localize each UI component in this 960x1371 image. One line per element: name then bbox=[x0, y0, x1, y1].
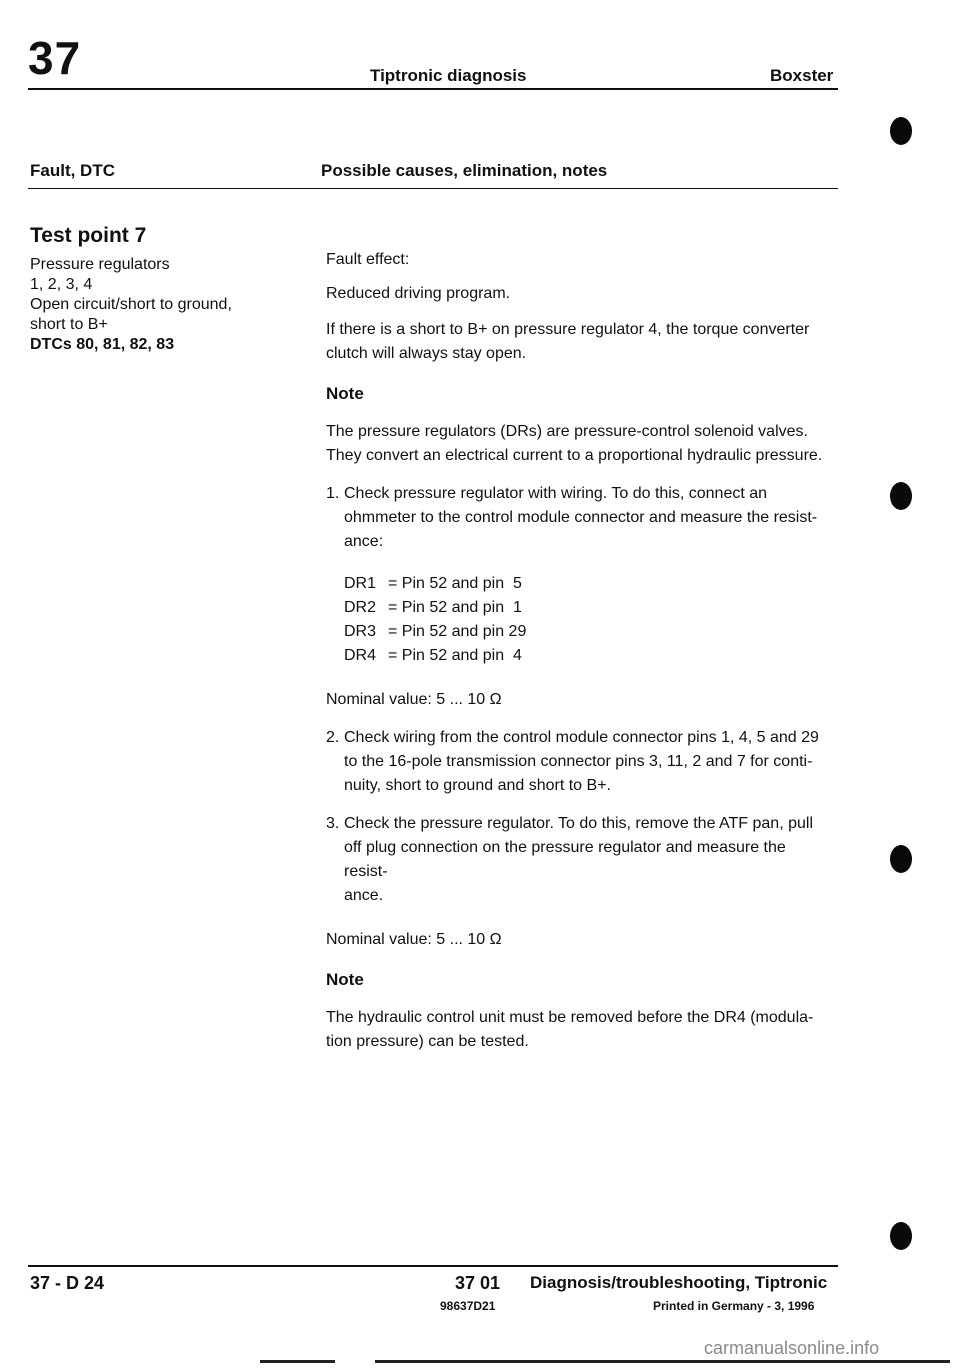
pin-row bbox=[344, 572, 826, 596]
step-1 bbox=[326, 482, 826, 554]
short-note-line: If there is a short to B+ on pressure regulator 4, the torque converter bbox=[326, 321, 810, 338]
step-2 bbox=[326, 726, 826, 798]
fault-effect-label: Fault effect: bbox=[326, 251, 410, 268]
step-text-line: ance. bbox=[344, 887, 384, 904]
pin-label: DR4 bbox=[344, 647, 377, 664]
nominal-value: Nominal value: 5 ... 10 Ω bbox=[326, 691, 502, 708]
page-title: Tiptronic diagnosis bbox=[370, 66, 527, 85]
step-text-line: Check pressure regulator with wiring. To do this, connect an bbox=[344, 485, 768, 502]
test-point-line: 1, 2, 3, 4 bbox=[30, 276, 93, 293]
note-text-line: tion pressure) can be tested. bbox=[326, 1033, 529, 1050]
fault-effect-text: Reduced driving program. bbox=[326, 285, 511, 302]
footer-rule bbox=[28, 1265, 838, 1267]
print-info: Printed in Germany - 3, 1996 bbox=[653, 1299, 815, 1313]
pin-value: = Pin 52 and pin 29 bbox=[388, 623, 527, 640]
column-heading-fault: Fault, DTC bbox=[30, 161, 115, 180]
step-text-line: off plug connection on the pressure regulator and measure the resist- bbox=[344, 839, 786, 880]
pin-row bbox=[344, 620, 826, 644]
step-number: 1. bbox=[326, 485, 340, 502]
bottom-scan-line bbox=[375, 1360, 950, 1363]
binder-hole-dot bbox=[890, 482, 912, 510]
dtc-list: DTCs 80, 81, 82, 83 bbox=[30, 336, 175, 353]
test-point-line: short to B+ bbox=[30, 316, 108, 333]
step-text-line: ance: bbox=[344, 533, 384, 550]
binder-hole-dot bbox=[890, 117, 912, 145]
column-heading-causes: Possible causes, elimination, notes bbox=[321, 161, 608, 180]
group-title: Diagnosis/troubleshooting, Tiptronic bbox=[530, 1273, 828, 1292]
pin-assignment-table bbox=[344, 572, 826, 668]
step-number: 2. bbox=[326, 729, 340, 746]
step-3 bbox=[326, 812, 826, 908]
short-note-line: clutch will always stay open. bbox=[326, 345, 527, 362]
pin-row bbox=[344, 644, 826, 668]
step-text-line: Check the pressure regulator. To do this, remove the ATF pan, pull bbox=[344, 815, 813, 832]
note-text-line: The pressure regulators (DRs) are pressure-control solenoid valves. bbox=[326, 423, 808, 440]
step-text-line: Check wiring from the control module connector pins 1, 4, 5 and 29 bbox=[344, 729, 819, 746]
pin-value: = Pin 52 and pin 5 bbox=[388, 575, 522, 592]
step-text-line: nuity, short to ground and short to B+. bbox=[344, 777, 611, 794]
pin-row bbox=[344, 596, 826, 620]
binder-hole-dot bbox=[890, 845, 912, 873]
watermark: carmanualsonline.info bbox=[704, 1338, 880, 1358]
note-heading: Note bbox=[326, 970, 364, 989]
note-text-line: They convert an electrical current to a proportional hydraulic pressure. bbox=[326, 447, 823, 464]
test-point-description bbox=[30, 255, 310, 355]
pin-label: DR3 bbox=[344, 623, 377, 640]
model-name: Boxster bbox=[770, 66, 834, 85]
document-number: 98637D21 bbox=[440, 1299, 496, 1313]
nominal-value: Nominal value: 5 ... 10 Ω bbox=[326, 931, 502, 948]
pin-value: = Pin 52 and pin 1 bbox=[388, 599, 522, 616]
step-number: 3. bbox=[326, 815, 340, 832]
pin-value: = Pin 52 and pin 4 bbox=[388, 647, 522, 664]
note-text-line: The hydraulic control unit must be removed before the DR4 (modula- bbox=[326, 1009, 814, 1026]
pin-label: DR1 bbox=[344, 575, 377, 592]
header-rule bbox=[28, 88, 838, 90]
binder-hole-dot bbox=[890, 1222, 912, 1250]
section-number: 37 bbox=[28, 32, 82, 84]
test-point-line: Open circuit/short to ground, bbox=[30, 296, 232, 313]
bottom-scan-line bbox=[260, 1360, 335, 1363]
step-text-line: ohmmeter to the control module connector and measure the resist- bbox=[344, 509, 818, 526]
group-number: 37 01 bbox=[455, 1273, 501, 1293]
test-point-line: Pressure regulators bbox=[30, 256, 170, 273]
step-text-line: to the 16-pole transmission connector pins 3, 11, 2 and 7 for conti- bbox=[344, 753, 813, 770]
note-heading: Note bbox=[326, 384, 364, 403]
page-number: 37 - D 24 bbox=[30, 1273, 105, 1293]
column-heading-rule bbox=[28, 188, 838, 189]
main-content bbox=[326, 248, 826, 1054]
test-point-title: Test point 7 bbox=[30, 224, 147, 247]
pin-label: DR2 bbox=[344, 599, 377, 616]
